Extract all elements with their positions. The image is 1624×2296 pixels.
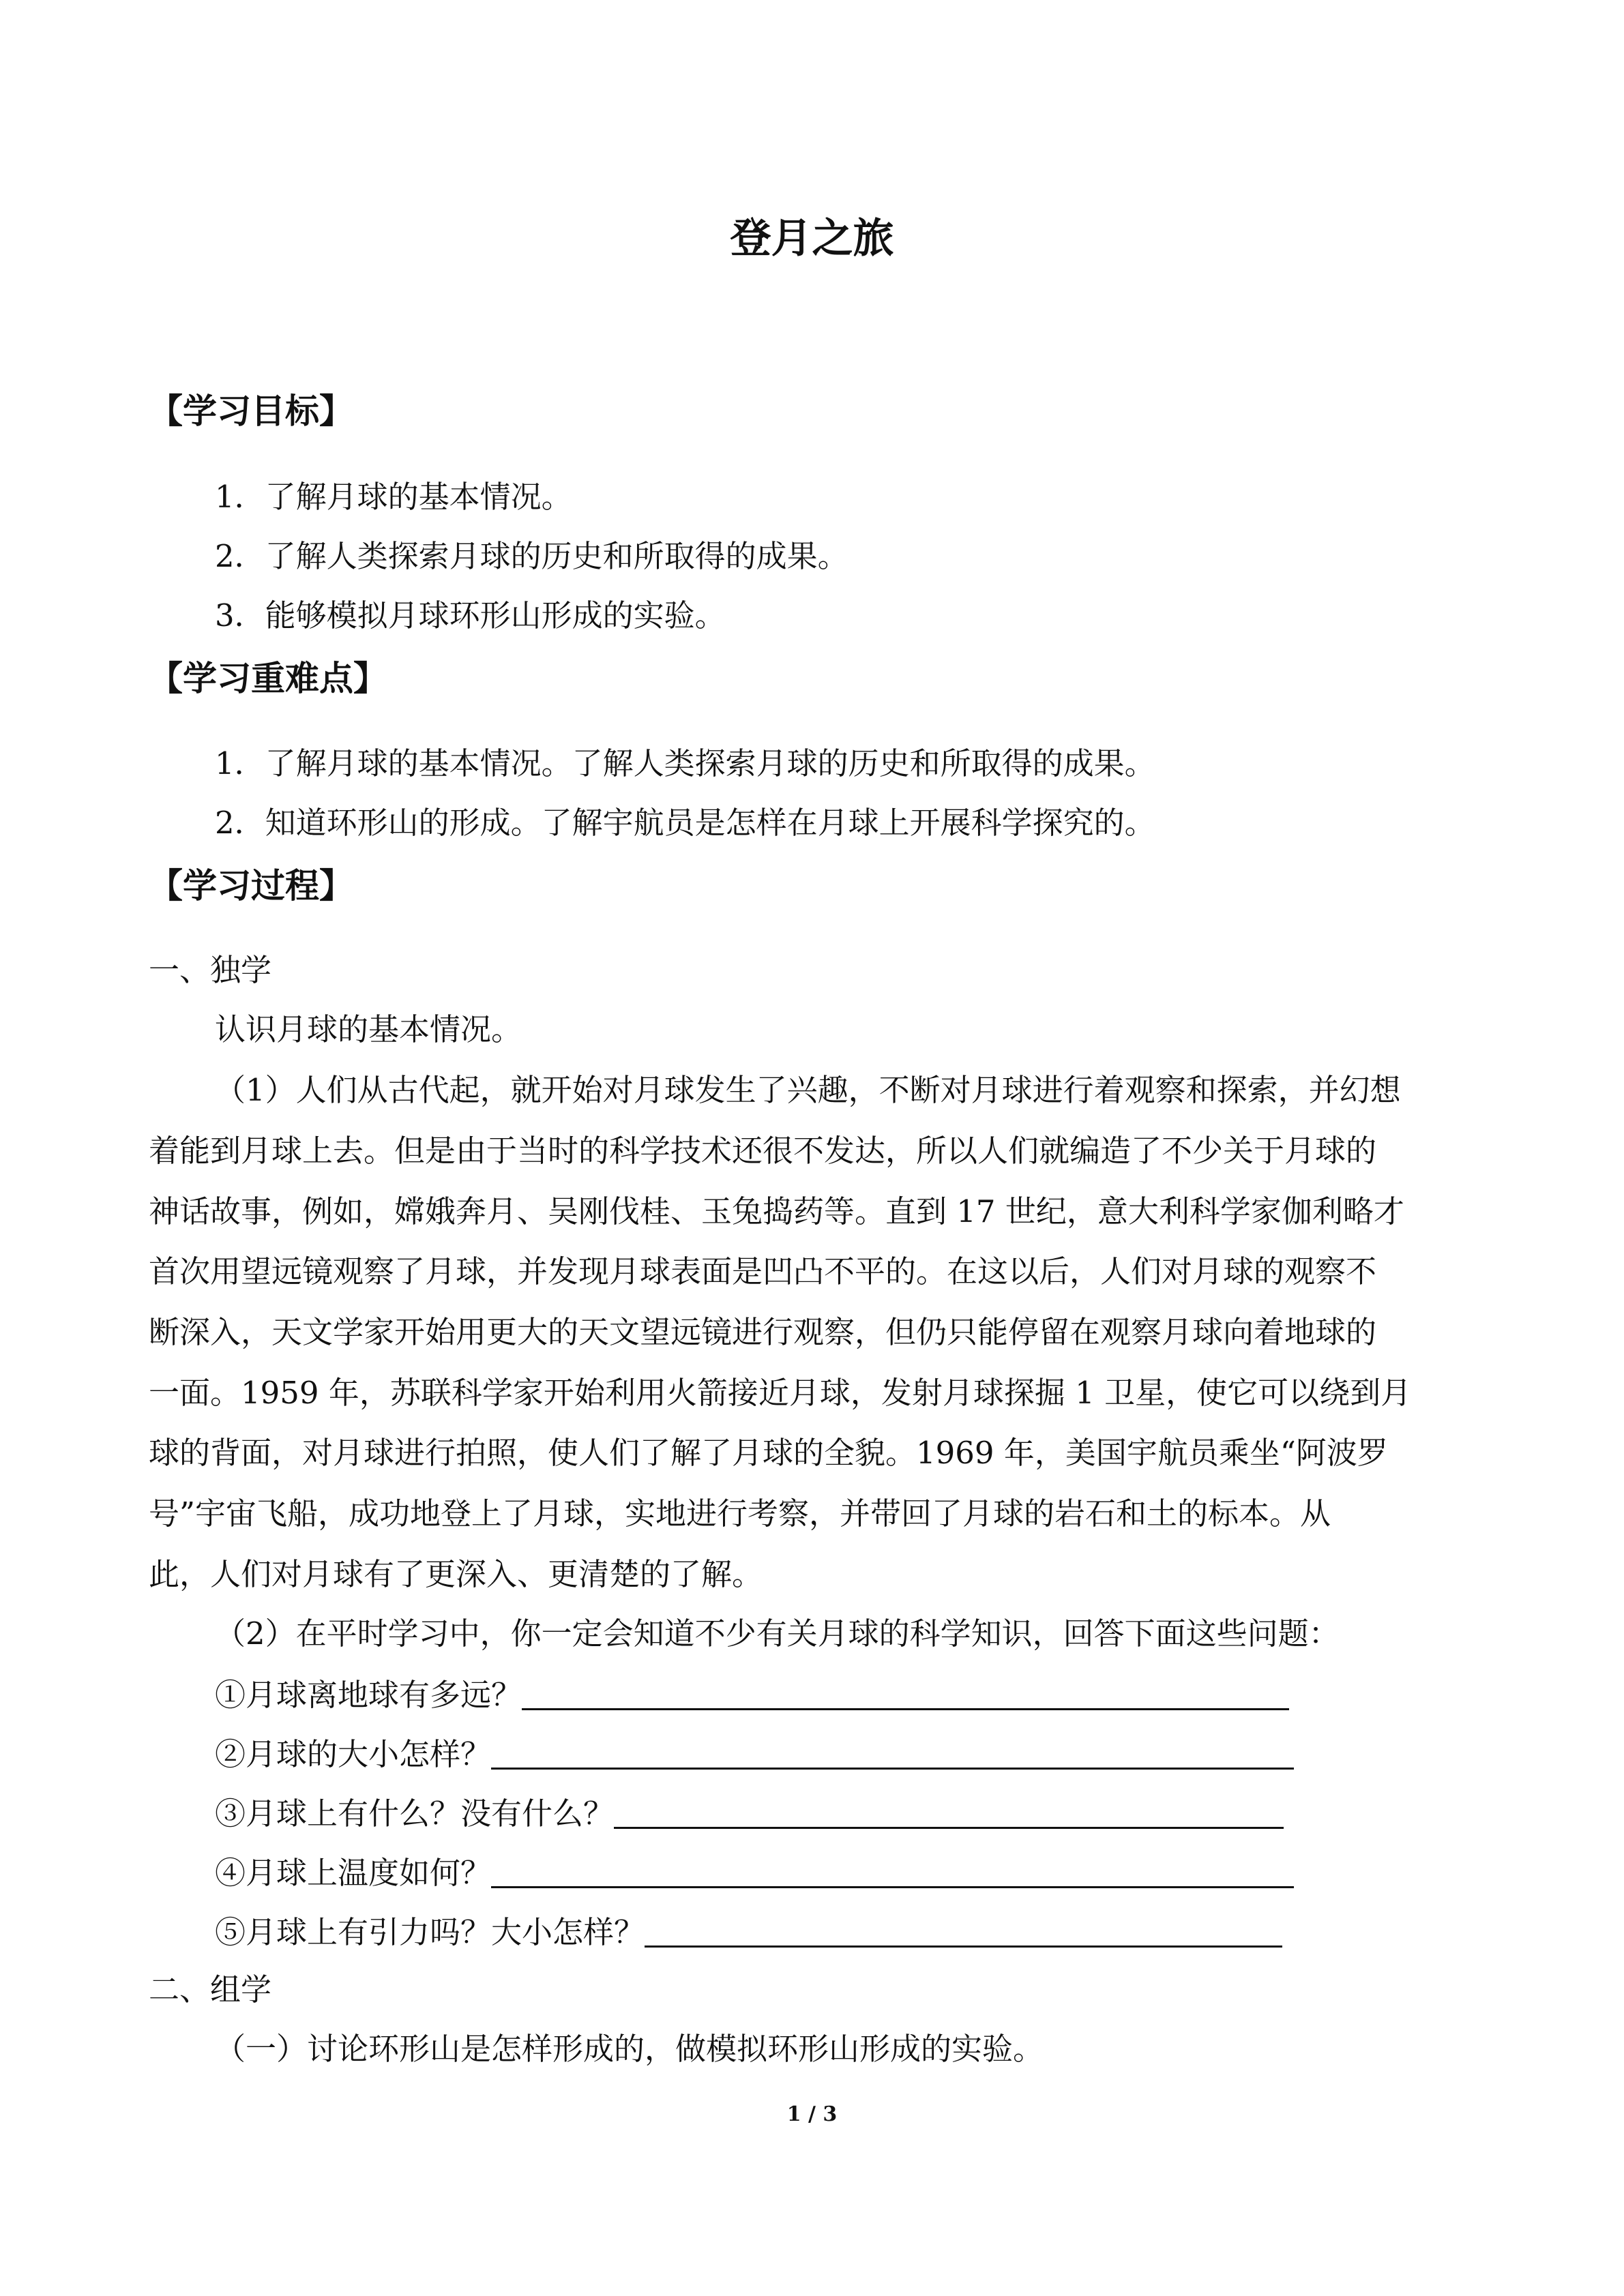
question-label: ⑤月球上有引力吗？大小怎样？ [215, 1914, 645, 1950]
question-label: ①月球离地球有多远？ [215, 1677, 522, 1713]
paragraph-line: 球的背面，对月球进行拍照，使人们了解了月球的全貌。1969 年，美国宇航员乘坐“阿波罗 [149, 1435, 1388, 1471]
question-row [215, 1737, 1294, 1770]
question-row [215, 1855, 1294, 1891]
answer-blank[interactable] [645, 1915, 1282, 1948]
section-one-intro: 认识月球的基本情况。 [215, 1011, 522, 1047]
answer-blank[interactable] [491, 1737, 1294, 1770]
answer-blank[interactable] [522, 1678, 1289, 1710]
paragraph-line: 着能到月球上去。但是由于当时的科学技术还很不发达，所以人们就编造了不少关于月球的 [149, 1133, 1377, 1169]
objective-item: 3．能够模拟月球环形山形成的实验。 [215, 597, 726, 633]
question-row [215, 1677, 1289, 1713]
paragraph-line: （1）人们从古代起，就开始对月球发生了兴趣，不断对月球进行着观察和探索，并幻想 [215, 1072, 1401, 1108]
page-number: 1 / 3 [786, 2102, 838, 2126]
answer-blank[interactable] [614, 1796, 1284, 1829]
section-two-item: （一）讨论环形山是怎样形成的，做模拟环形山形成的实验。 [215, 2031, 1044, 2067]
key-point-item: 2．知道环形山的形成。了解宇航员是怎样在月球上开展科学探究的。 [215, 805, 1155, 841]
objective-item: 2．了解人类探索月球的历史和所取得的成果。 [215, 538, 848, 574]
process-heading: 【学习过程】 [149, 866, 353, 906]
question-row [215, 1915, 1282, 1948]
question-label: ②月球的大小怎样？ [215, 1736, 492, 1772]
objective-item: 1．了解月球的基本情况。 [215, 479, 572, 515]
question-row [215, 1795, 1284, 1832]
paragraph-line: 首次用望远镜观察了月球，并发现月球表面是凹凸不平的。在这以后，人们对月球的观察不 [149, 1253, 1377, 1289]
key-points-heading: 【学习重难点】 [149, 659, 387, 698]
paragraph-line: 断深入，天文学家开始用更大的天文望远镜进行观察，但仍只能停留在观察月球向着地球的 [149, 1314, 1377, 1350]
section-one-title: 一、独学 [149, 952, 272, 988]
answer-blank[interactable] [491, 1855, 1294, 1888]
question-label: ③月球上有什么？没有什么？ [215, 1795, 615, 1832]
paragraph-line: 神话故事，例如，嫦娥奔月、吴刚伐桂、玉兔捣药等。直到 17 世纪，意大利科学家伽利略才 [149, 1193, 1404, 1229]
section-two-title: 二、组学 [149, 1971, 272, 2008]
objectives-heading: 【学习目标】 [149, 391, 353, 431]
question-label: ④月球上温度如何？ [215, 1855, 492, 1891]
page-title: 登月之旅 [730, 215, 894, 263]
paragraph-two: （2）在平时学习中，你一定会知道不少有关月球的科学知识，回答下面这些问题： [215, 1615, 1340, 1652]
key-point-item: 1．了解月球的基本情况。了解人类探索月球的历史和所取得的成果。 [215, 745, 1155, 781]
paragraph-line: 号”宇宙飞船，成功地登上了月球，实地进行考察，并带回了月球的岩石和土的标本。从 [149, 1495, 1331, 1532]
paragraph-line: 一面。1959 年，苏联科学家开始利用火箭接近月球，发射月球探掘 1 卫星，使它可以绕到月 [149, 1375, 1412, 1411]
paragraph-line: 此，人们对月球有了更深入、更清楚的了解。 [149, 1556, 763, 1592]
